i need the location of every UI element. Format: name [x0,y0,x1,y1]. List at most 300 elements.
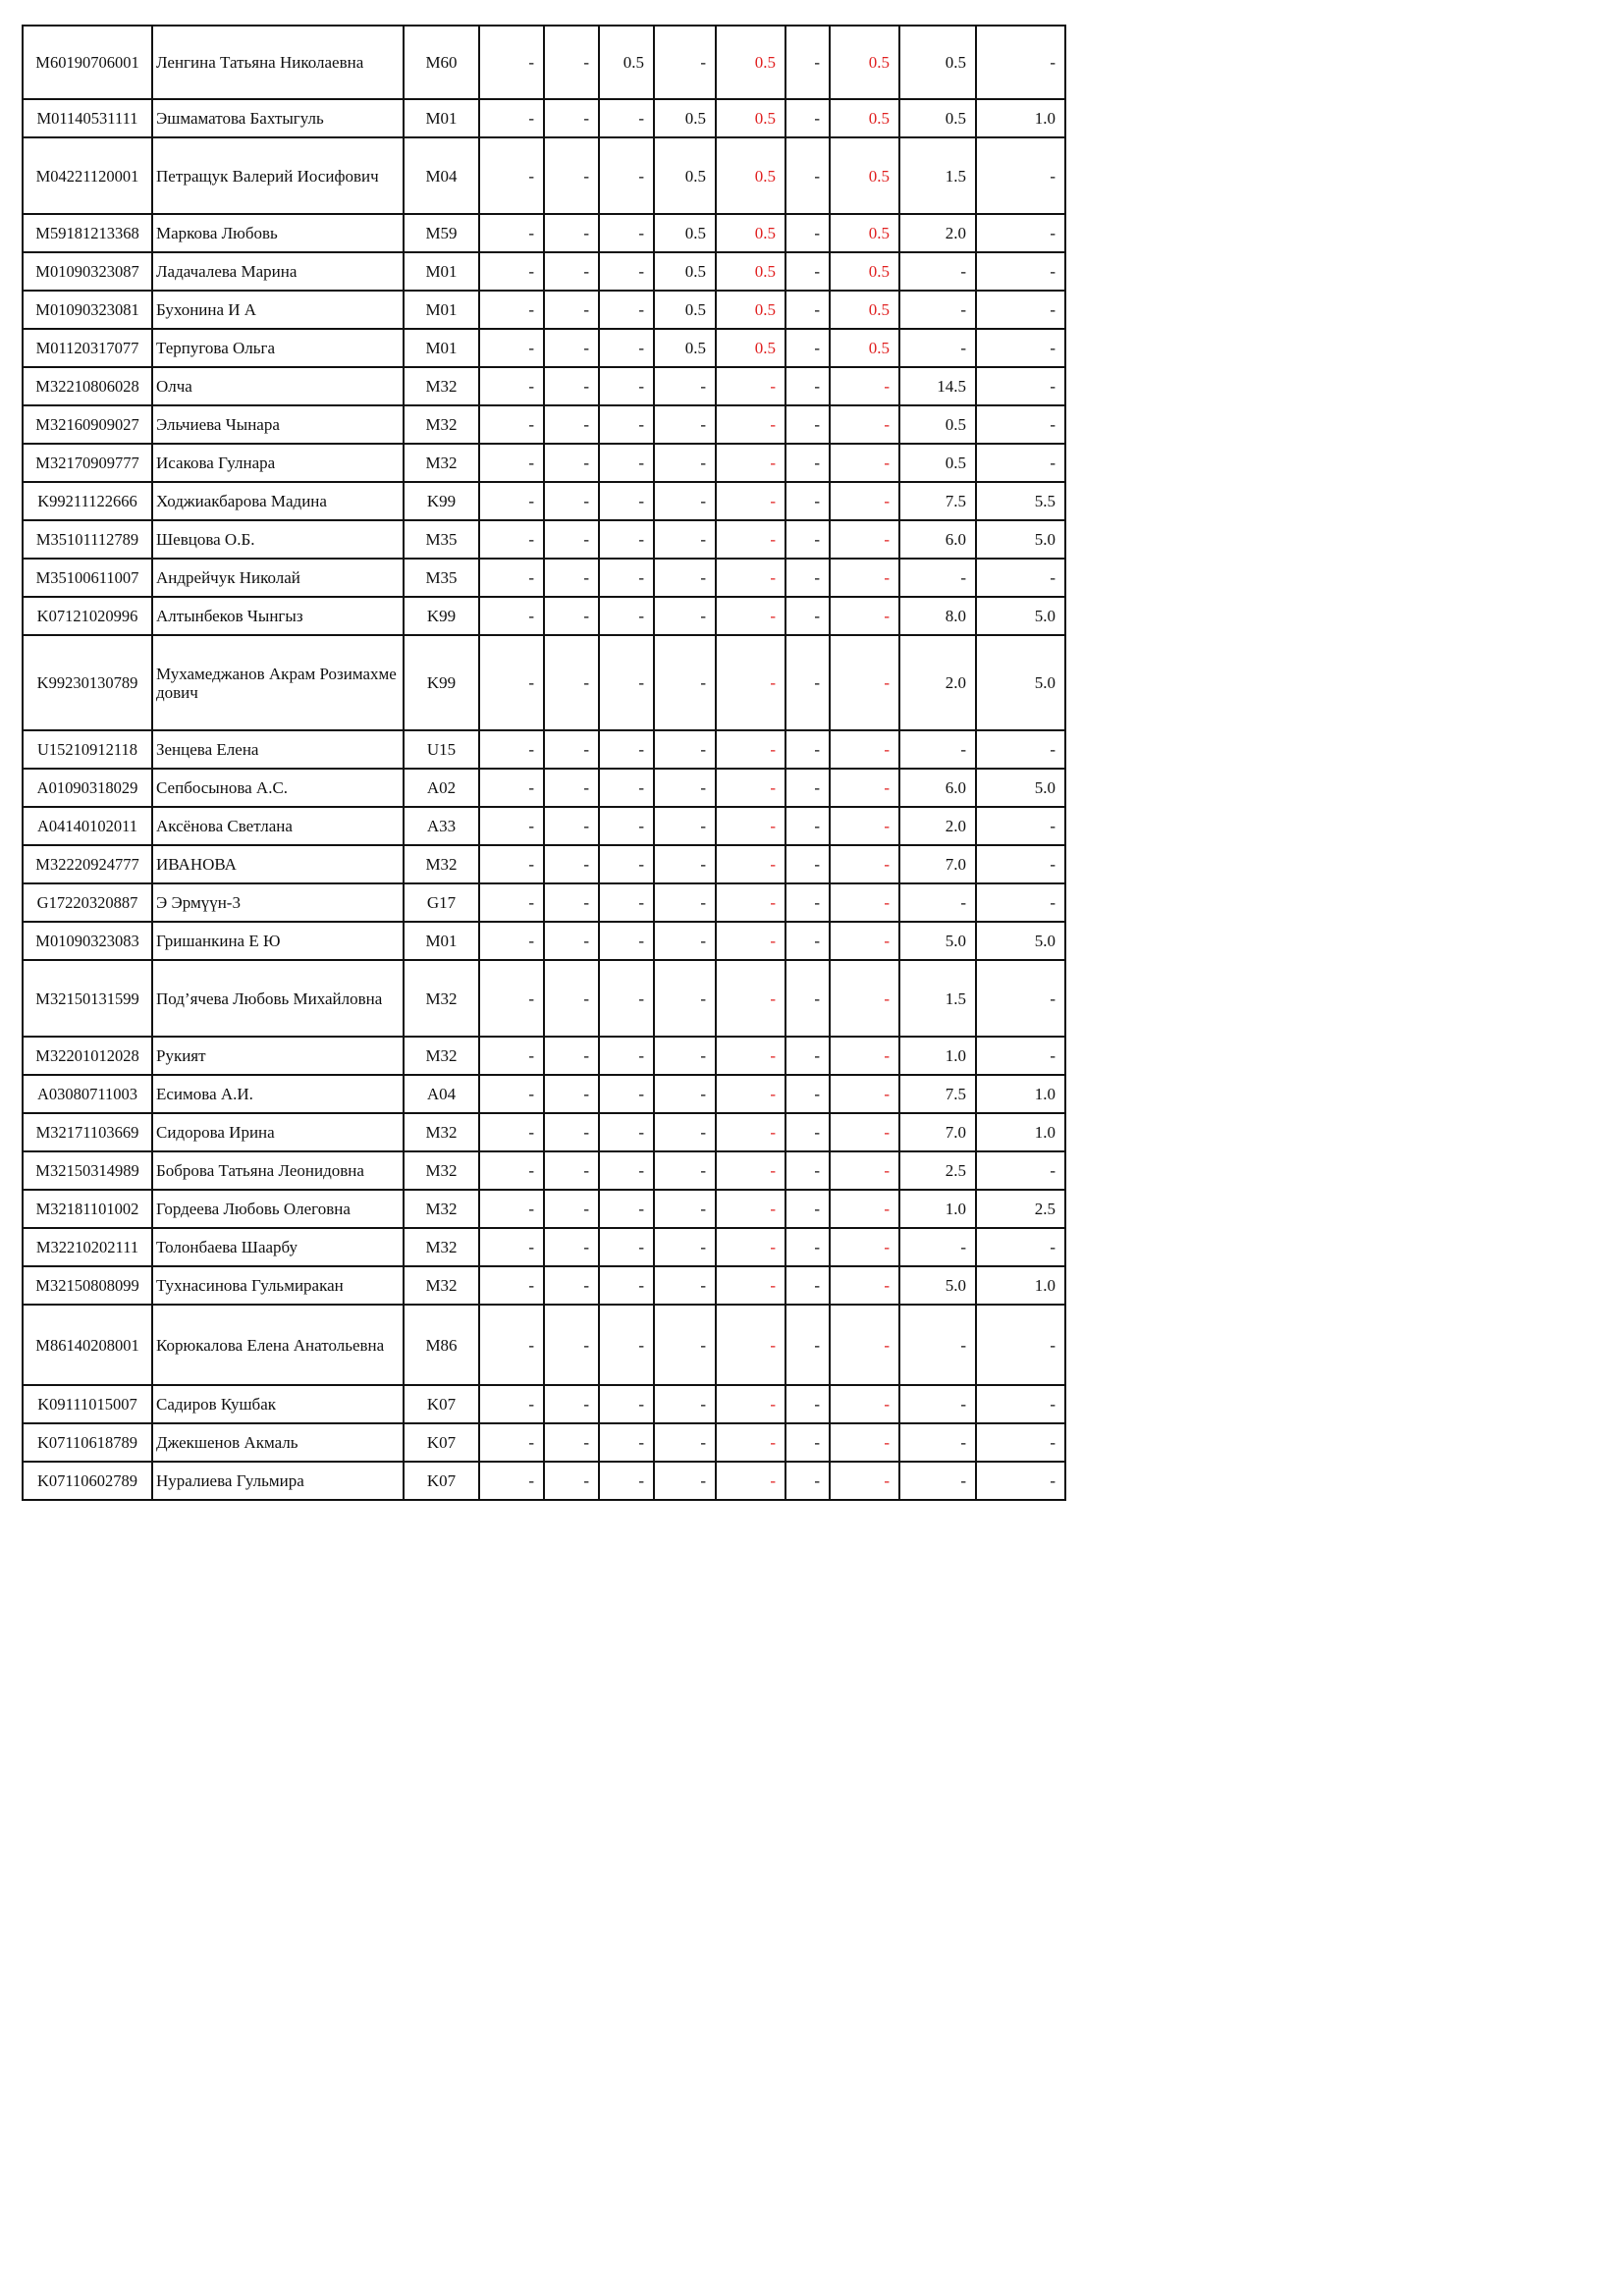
value-cell-5: - [716,960,785,1037]
value-cell-5: - [716,635,785,730]
row-id-cell: M01090323083 [23,922,152,960]
value-cell-9: 1.0 [976,1075,1065,1113]
row-name-cell: Под’ячева Любовь Михайловна [152,960,404,1037]
row-id-cell: M32201012028 [23,1037,152,1075]
value-cell-4: - [654,1075,716,1113]
value-cell-4: - [654,635,716,730]
value-cell-9: - [976,730,1065,769]
value-cell-2: - [544,1190,599,1228]
value-cell-7: - [830,482,899,520]
value-cell-7: - [830,1151,899,1190]
value-cell-7: - [830,367,899,405]
value-cell-8: 2.5 [899,1151,976,1190]
value-cell-6: - [785,444,830,482]
value-cell-5: 0.5 [716,291,785,329]
value-cell-9: - [976,1385,1065,1423]
value-cell-8: - [899,559,976,597]
value-cell-4: 0.5 [654,214,716,252]
row-id-cell: K99230130789 [23,635,152,730]
value-cell-3: - [599,214,654,252]
value-cell-4: - [654,1190,716,1228]
value-cell-9: - [976,960,1065,1037]
row-name-cell: Гордеева Любовь Олеговна [152,1190,404,1228]
row-id-cell: M04221120001 [23,137,152,214]
value-cell-3: - [599,1228,654,1266]
value-cell-4: - [654,520,716,559]
row-id-cell: M32150808099 [23,1266,152,1305]
table-row [23,26,1065,99]
value-cell-2: - [544,960,599,1037]
value-cell-9: 2.5 [976,1190,1065,1228]
value-cell-8: 7.0 [899,845,976,883]
value-cell-3: - [599,482,654,520]
value-cell-5: - [716,367,785,405]
value-cell-2: - [544,1385,599,1423]
value-cell-1: - [479,1113,544,1151]
value-cell-6: - [785,730,830,769]
row-name-cell: Сепбосынова А.С. [152,769,404,807]
row-name-cell: Гришанкина Е Ю [152,922,404,960]
value-cell-1: - [479,482,544,520]
row-name-cell: Садиров Кушбак [152,1385,404,1423]
value-cell-1: - [479,730,544,769]
value-cell-4: - [654,922,716,960]
value-cell-5: - [716,922,785,960]
value-cell-2: - [544,1266,599,1305]
value-cell-9: - [976,26,1065,99]
value-cell-3: - [599,405,654,444]
value-cell-4: - [654,405,716,444]
value-cell-1: - [479,635,544,730]
value-cell-6: - [785,1462,830,1500]
value-cell-3: - [599,1462,654,1500]
value-cell-2: - [544,922,599,960]
value-cell-1: - [479,1385,544,1423]
table-row [23,291,1065,329]
row-branch-cell: M32 [404,444,479,482]
value-cell-4: - [654,1305,716,1385]
row-branch-cell: M32 [404,960,479,1037]
value-cell-1: - [479,214,544,252]
value-cell-6: - [785,635,830,730]
value-cell-7: - [830,405,899,444]
value-cell-9: - [976,367,1065,405]
value-cell-2: - [544,1228,599,1266]
value-cell-8: - [899,730,976,769]
value-cell-9: 5.0 [976,922,1065,960]
row-id-cell: M01120317077 [23,329,152,367]
value-cell-1: - [479,1423,544,1462]
value-cell-6: - [785,807,830,845]
row-name-cell: Аксёнова Светлана [152,807,404,845]
value-cell-1: - [479,99,544,137]
value-cell-4: - [654,444,716,482]
value-cell-4: - [654,597,716,635]
value-cell-3: - [599,1266,654,1305]
value-cell-8: - [899,252,976,291]
value-cell-3: - [599,1151,654,1190]
value-cell-1: - [479,1305,544,1385]
value-cell-9: 5.0 [976,597,1065,635]
value-cell-7: 0.5 [830,214,899,252]
value-cell-7: 0.5 [830,26,899,99]
row-name-cell: Андрейчук Николай [152,559,404,597]
value-cell-7: - [830,520,899,559]
value-cell-2: - [544,597,599,635]
value-cell-2: - [544,769,599,807]
value-cell-3: - [599,1385,654,1423]
table-row [23,597,1065,635]
value-cell-4: - [654,482,716,520]
row-branch-cell: M32 [404,1228,479,1266]
row-id-cell: M60190706001 [23,26,152,99]
row-id-cell: M35101112789 [23,520,152,559]
value-cell-5: 0.5 [716,137,785,214]
value-cell-5: - [716,405,785,444]
value-cell-7: - [830,845,899,883]
table-row [23,807,1065,845]
value-cell-5: 0.5 [716,214,785,252]
value-cell-6: - [785,1385,830,1423]
value-cell-6: - [785,1190,830,1228]
row-branch-cell: M32 [404,1037,479,1075]
value-cell-2: - [544,1037,599,1075]
row-branch-cell: G17 [404,883,479,922]
value-cell-7: - [830,1385,899,1423]
value-cell-3: 0.5 [599,26,654,99]
value-cell-2: - [544,214,599,252]
table-row [23,137,1065,214]
value-cell-9: - [976,1037,1065,1075]
value-cell-8: - [899,1385,976,1423]
value-cell-7: - [830,730,899,769]
row-id-cell: A04140102011 [23,807,152,845]
table-row [23,559,1065,597]
row-branch-cell: M32 [404,845,479,883]
table-row [23,1228,1065,1266]
value-cell-7: - [830,1113,899,1151]
value-cell-9: - [976,845,1065,883]
value-cell-3: - [599,329,654,367]
value-cell-3: - [599,1190,654,1228]
value-cell-2: - [544,26,599,99]
value-cell-3: - [599,769,654,807]
row-branch-cell: M32 [404,405,479,444]
value-cell-9: - [976,291,1065,329]
table-body [23,26,1065,1500]
value-cell-1: - [479,329,544,367]
value-cell-7: 0.5 [830,329,899,367]
value-cell-7: - [830,559,899,597]
value-cell-2: - [544,367,599,405]
row-name-cell: Тухнасинова Гульмиракан [152,1266,404,1305]
data-table [22,25,1066,1501]
row-id-cell: M32170909777 [23,444,152,482]
row-name-cell: Бухонина И А [152,291,404,329]
table-row [23,635,1065,730]
value-cell-3: - [599,960,654,1037]
row-name-cell: Нуралиева Гульмира [152,1462,404,1500]
value-cell-8: 2.0 [899,214,976,252]
table-row [23,1423,1065,1462]
table-row [23,1385,1065,1423]
value-cell-5: - [716,444,785,482]
row-branch-cell: M01 [404,922,479,960]
value-cell-9: - [976,252,1065,291]
row-name-cell: Эльчиева Чынара [152,405,404,444]
value-cell-4: - [654,730,716,769]
value-cell-3: - [599,1113,654,1151]
value-cell-2: - [544,1075,599,1113]
table-row [23,1266,1065,1305]
value-cell-8: 5.0 [899,1266,976,1305]
row-branch-cell: K07 [404,1462,479,1500]
row-branch-cell: M01 [404,252,479,291]
row-name-cell: Мухамеджанов Акрам Розимахмедович [152,635,404,730]
row-id-cell: M86140208001 [23,1305,152,1385]
value-cell-1: - [479,520,544,559]
value-cell-3: - [599,520,654,559]
value-cell-9: 5.0 [976,635,1065,730]
value-cell-5: 0.5 [716,26,785,99]
value-cell-5: - [716,520,785,559]
value-cell-6: - [785,597,830,635]
table-row [23,405,1065,444]
value-cell-9: - [976,137,1065,214]
value-cell-5: - [716,730,785,769]
value-cell-7: - [830,635,899,730]
value-cell-2: - [544,520,599,559]
table-row [23,1113,1065,1151]
value-cell-8: 0.5 [899,26,976,99]
value-cell-9: - [976,559,1065,597]
value-cell-6: - [785,26,830,99]
value-cell-1: - [479,597,544,635]
value-cell-6: - [785,922,830,960]
value-cell-1: - [479,291,544,329]
value-cell-7: - [830,922,899,960]
table-row [23,883,1065,922]
row-branch-cell: M59 [404,214,479,252]
row-id-cell: U15210912118 [23,730,152,769]
value-cell-2: - [544,444,599,482]
value-cell-1: - [479,367,544,405]
value-cell-8: 7.5 [899,482,976,520]
value-cell-6: - [785,769,830,807]
value-cell-6: - [785,1151,830,1190]
row-id-cell: K07110618789 [23,1423,152,1462]
value-cell-3: - [599,1423,654,1462]
row-name-cell: Ленгина Татьяна Николаевна [152,26,404,99]
value-cell-1: - [479,1075,544,1113]
value-cell-1: - [479,1462,544,1500]
table-row [23,444,1065,482]
row-branch-cell: M04 [404,137,479,214]
value-cell-2: - [544,730,599,769]
row-name-cell: Есимова А.И. [152,1075,404,1113]
value-cell-6: - [785,520,830,559]
row-id-cell: K09111015007 [23,1385,152,1423]
value-cell-3: - [599,1305,654,1385]
value-cell-3: - [599,367,654,405]
value-cell-8: 0.5 [899,405,976,444]
value-cell-7: - [830,883,899,922]
value-cell-6: - [785,482,830,520]
value-cell-2: - [544,883,599,922]
value-cell-5: - [716,597,785,635]
row-id-cell: M01140531111 [23,99,152,137]
value-cell-5: - [716,1037,785,1075]
value-cell-3: - [599,137,654,214]
row-name-cell: Шевцова О.Б. [152,520,404,559]
value-cell-7: - [830,1228,899,1266]
row-name-cell: Маркова Любовь [152,214,404,252]
value-cell-2: - [544,99,599,137]
row-name-cell: Ладачалева Марина [152,252,404,291]
row-id-cell: M01090323087 [23,252,152,291]
value-cell-4: - [654,1037,716,1075]
value-cell-4: 0.5 [654,99,716,137]
row-name-cell: Алтынбеков Чынгыз [152,597,404,635]
row-branch-cell: A02 [404,769,479,807]
value-cell-8: - [899,329,976,367]
value-cell-8: - [899,1423,976,1462]
row-name-cell: Эшмаматова Бахтыгуль [152,99,404,137]
value-cell-6: - [785,252,830,291]
table-row [23,1190,1065,1228]
row-name-cell: Терпугова Ольга [152,329,404,367]
value-cell-2: - [544,559,599,597]
row-id-cell: M32210202111 [23,1228,152,1266]
row-name-cell: ИВАНОВА [152,845,404,883]
value-cell-8: 7.5 [899,1075,976,1113]
value-cell-9: - [976,1228,1065,1266]
table-row [23,329,1065,367]
value-cell-4: - [654,1266,716,1305]
value-cell-1: - [479,444,544,482]
row-branch-cell: M86 [404,1305,479,1385]
table-row [23,252,1065,291]
value-cell-3: - [599,252,654,291]
value-cell-5: 0.5 [716,252,785,291]
value-cell-1: - [479,1228,544,1266]
row-branch-cell: A04 [404,1075,479,1113]
value-cell-2: - [544,1113,599,1151]
row-id-cell: K99211122666 [23,482,152,520]
value-cell-8: 1.0 [899,1190,976,1228]
value-cell-8: 6.0 [899,520,976,559]
value-cell-8: - [899,1305,976,1385]
value-cell-5: - [716,807,785,845]
row-id-cell: M59181213368 [23,214,152,252]
value-cell-7: - [830,1423,899,1462]
value-cell-2: - [544,635,599,730]
row-name-cell: Ходжиакбарова Мадина [152,482,404,520]
value-cell-5: - [716,482,785,520]
value-cell-9: 1.0 [976,99,1065,137]
value-cell-4: - [654,883,716,922]
value-cell-7: - [830,1305,899,1385]
row-id-cell: M32150314989 [23,1151,152,1190]
value-cell-3: - [599,559,654,597]
value-cell-6: - [785,559,830,597]
value-cell-4: - [654,769,716,807]
value-cell-3: - [599,291,654,329]
value-cell-6: - [785,960,830,1037]
value-cell-1: - [479,960,544,1037]
value-cell-8: 0.5 [899,99,976,137]
value-cell-8: 1.0 [899,1037,976,1075]
row-branch-cell: M32 [404,1113,479,1151]
value-cell-9: - [976,444,1065,482]
row-branch-cell: K07 [404,1385,479,1423]
value-cell-8: 6.0 [899,769,976,807]
value-cell-7: 0.5 [830,99,899,137]
row-branch-cell: M01 [404,329,479,367]
value-cell-9: - [976,1462,1065,1500]
value-cell-7: - [830,960,899,1037]
value-cell-3: - [599,883,654,922]
value-cell-5: - [716,1228,785,1266]
value-cell-1: - [479,252,544,291]
value-cell-8: 8.0 [899,597,976,635]
value-cell-9: - [976,883,1065,922]
row-branch-cell: M60 [404,26,479,99]
value-cell-8: 0.5 [899,444,976,482]
row-branch-cell: U15 [404,730,479,769]
row-branch-cell: M01 [404,99,479,137]
value-cell-6: - [785,291,830,329]
table-row [23,922,1065,960]
value-cell-9: 1.0 [976,1266,1065,1305]
value-cell-8: 1.5 [899,960,976,1037]
row-branch-cell: M01 [404,291,479,329]
table-row [23,482,1065,520]
value-cell-8: 14.5 [899,367,976,405]
value-cell-2: - [544,1305,599,1385]
row-branch-cell: K99 [404,482,479,520]
value-cell-2: - [544,291,599,329]
value-cell-6: - [785,1305,830,1385]
value-cell-1: - [479,405,544,444]
row-id-cell: A03080711003 [23,1075,152,1113]
row-id-cell: M32171103669 [23,1113,152,1151]
table-row [23,1305,1065,1385]
value-cell-2: - [544,252,599,291]
row-branch-cell: K99 [404,635,479,730]
value-cell-7: 0.5 [830,291,899,329]
value-cell-3: - [599,597,654,635]
value-cell-4: - [654,807,716,845]
row-branch-cell: M32 [404,1190,479,1228]
value-cell-5: - [716,1113,785,1151]
value-cell-7: - [830,769,899,807]
value-cell-4: 0.5 [654,329,716,367]
value-cell-5: - [716,559,785,597]
value-cell-8: - [899,291,976,329]
value-cell-4: 0.5 [654,291,716,329]
row-name-cell: Корюкалова Елена Анатольевна [152,1305,404,1385]
value-cell-3: - [599,444,654,482]
value-cell-6: - [785,1113,830,1151]
row-id-cell: M32210806028 [23,367,152,405]
row-id-cell: K07121020996 [23,597,152,635]
value-cell-3: - [599,99,654,137]
value-cell-2: - [544,329,599,367]
value-cell-7: 0.5 [830,137,899,214]
value-cell-2: - [544,1462,599,1500]
value-cell-4: - [654,1462,716,1500]
